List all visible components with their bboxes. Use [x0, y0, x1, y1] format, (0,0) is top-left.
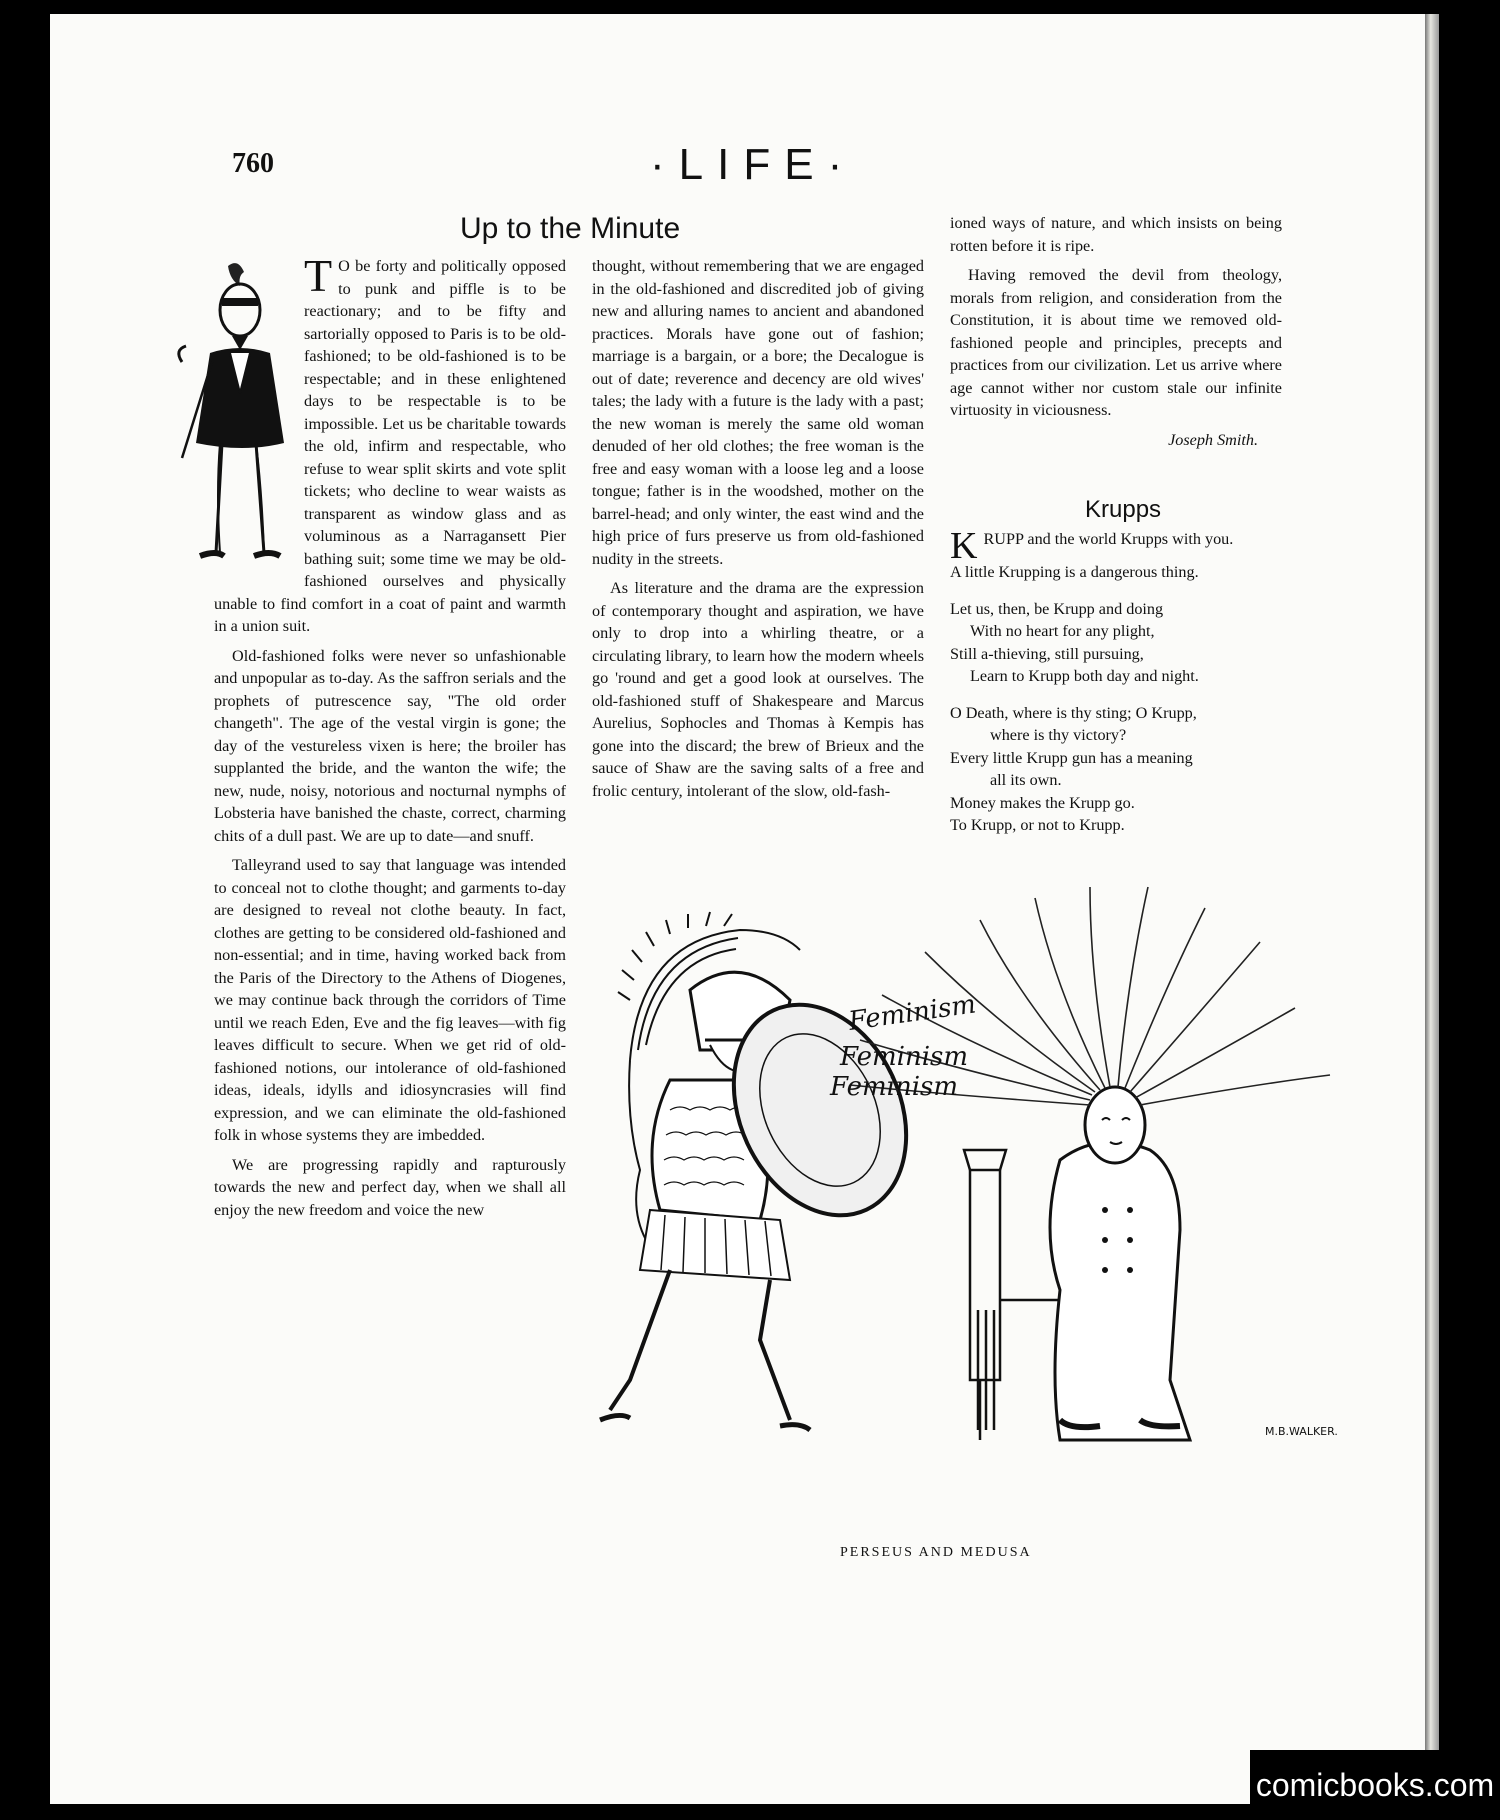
poem-line: Every little Krupp gun has a meaning — [950, 748, 1193, 767]
paragraph: We are progressing rapidly and rapturously towards the new and perfect day, when we shall all enjoy the new freedom and voice the new — [214, 1155, 566, 1219]
page-number: 760 — [232, 148, 274, 179]
drop-cap: T — [304, 250, 333, 301]
poem-line: Let us, then, be Krupp and doing — [950, 599, 1164, 618]
poem-line: where is thy victory? — [990, 726, 1127, 744]
paragraph: Old-fashioned folks were never so unfashionable and unpopular as to-day. As the saffron serials and the prophets of putrescence say, "The old order changeth". The age of the vestal virgin is gone; the day of the vestureless vixen is here; the broiler has supplanted the bride, and the wanton the wife; the new, nude, noisy, notorious and nocturnal nymphs of Lobsteria have banished the chaste, correct, charming chits of a dull past. We are up to date—and snuff. — [214, 646, 566, 845]
paragraph: thought, without remembering that we are engaged in the old-fashioned and discredited job of giving new and alluring names to ancient and abandoned practices. Morals have gone out of fashion; marriage is a bargain, or a bore; the Decalogue is out of date; reverence and decency are old wives' tales; the lady with a future is the lady with a past; the new woman is merely the same old woman denuded of her old clothes; the free woman is the free and easy woman with a loose leg and a loose tongue; father is in the woodshed, mother on the barrel-head; and only winter, the east wind and the high price of furs preserve us from old-fashioned nudity in the streets. — [592, 257, 924, 568]
page-edge — [1425, 14, 1439, 1804]
artist-signature: M.B.WALKER. — [1265, 1425, 1338, 1438]
hair-word: Feminism — [830, 1072, 959, 1102]
article-column-1 — [214, 250, 566, 1228]
masthead: ·LIFE· — [650, 140, 857, 189]
poem-line: RUPP and the world Krupps with you. — [983, 530, 1234, 548]
poem-line: To Krupp, or not to Krupp. — [950, 816, 1125, 834]
hair-words — [829, 989, 978, 1102]
site-watermark: comicbooks.com — [1250, 1750, 1500, 1820]
paragraph: O be forty and politically opposed to punk and piffle is to be reactionary; and to be fifty and sartorially opposed to Paris is to be old-fashioned; to be old-fashioned is to be respectable; and in these enlightened days to be respectable is to be impossible. Let us be charitable towards the old, infirm and respectable, who refuse to wear split skirts and vote split tickets; who decline to wear waists as transparent as window glass and as voluminous as a Narragansett Pier bathing suit; some time we may be old-fashioned ourselves and physically unable to find comfort in a coat of paint and warmth in a union suit. — [214, 257, 566, 635]
paragraph: ioned ways of nature, and which insists on being rotten before it is ripe. — [950, 214, 1282, 255]
poem-line: Still a-thieving, still pursuing, — [950, 644, 1144, 663]
paragraph: Talleyrand used to say that language was intended to conceal not to clothe thought; and garments to-day are designed to reveal not clothe beauty. In fact, clothes are getting to be considered old-fashioned and non-essential; and in time, having worked back from the Paris of the Directory to the Athens of Diogenes, we may continue back through the corridors of Time until we reach Eden, Eve and the fig leaves—with fig leaves difficult to secure. When we get rid of old-fashioned notions, our intolerance of old-fashioned ideas, ideals, idylls and idiosyncrasies will find expression, and we can eliminate the old-fashioned folk in whose systems they are imbedded. — [214, 856, 566, 1144]
poem-line: all its own. — [990, 771, 1062, 789]
illustration-spacer — [214, 255, 304, 580]
perseus-medusa-illustration — [590, 880, 1350, 1530]
poem-line: With no heart for any plight, — [970, 622, 1155, 640]
byline: Joseph Smith. — [1168, 430, 1258, 449]
poem-line: A little Krupping is a dangerous thing. — [950, 563, 1199, 581]
poem-line: O Death, where is thy sting; O Krupp, — [950, 703, 1197, 722]
article-column-3 — [950, 212, 1282, 451]
hair-word: Feminism — [840, 1042, 969, 1072]
article-column-2 — [592, 255, 924, 809]
paragraph: As literature and the drama are the expression of contemporary thought and aspiration, we have only to drop into a whirling theatre, or a circulating library, to learn how the modern wheels go 'round and get a good look at ourselves. The old-fashioned stuff of Shakespeare and Marcus Aurelius, Sophocles and Thomas à Kempis has gone into the discard; the brew of Brieux and the sauce of Shaw are the saving salts of a free and frolic century, intolerant of the slow, old-fash- — [592, 579, 924, 800]
paragraph: Having removed the devil from theology, morals from religion, and consideration from the Constitution, it is about time we removed old-fashioned people and principles, precepts and practices from our civilization. Let us arrive where age cannot wither nor custom stale our infinite virtuosity in viciousness. — [950, 266, 1282, 419]
article-title: Up to the Minute — [460, 212, 681, 245]
hair-word: Feminism — [846, 989, 978, 1037]
poem-line: Money makes the Krupp go. — [950, 793, 1135, 812]
poem-line: Learn to Krupp both day and night. — [970, 667, 1199, 685]
poem-title: Krupps — [1085, 496, 1162, 523]
illustration-caption: PERSEUS AND MEDUSA — [840, 1545, 1032, 1560]
drop-cap: K — [950, 525, 978, 567]
poem — [950, 525, 1282, 837]
